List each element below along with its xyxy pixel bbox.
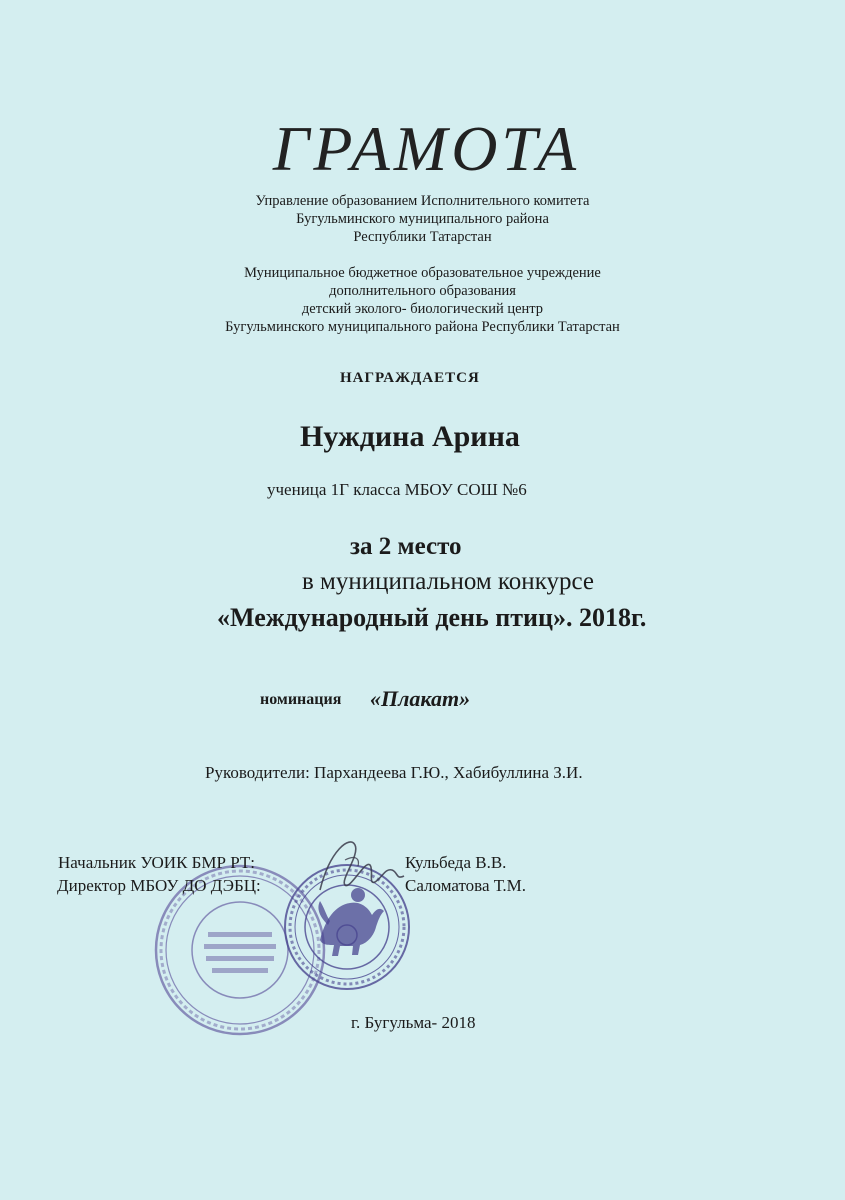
certificate-title: ГРАМОТА: [272, 113, 581, 184]
winner-name: Нуждина Арина: [300, 420, 520, 453]
institution-line-2: дополнительного образования: [329, 283, 516, 299]
place-text: за 2 место: [350, 533, 462, 560]
signatory-2-name: Саломатова Т.М.: [405, 876, 527, 895]
signatory-1-title: Начальник УОИК БМР РТ:: [58, 853, 256, 872]
contest-line: в муниципальном конкурсе: [302, 568, 594, 595]
student-info: ученица 1Г класса МБОУ СОШ №6: [267, 480, 527, 499]
signature-icon: [300, 830, 420, 900]
institution-line-1: Муниципальное бюджетное образовательное учреждение: [244, 265, 601, 281]
city-year: г. Бугульма- 2018: [351, 1013, 476, 1032]
signatory-2-title: Директор МБОУ ДО ДЭБЦ:: [57, 876, 261, 895]
signatory-1-name: Кульбеда В.В.: [405, 853, 507, 872]
issuer-line-3: Республики Татарстан: [353, 229, 492, 245]
institution-line-3: детский эколого- биологический центр: [301, 301, 544, 317]
nomination-label: номинация: [260, 691, 342, 708]
nomination-value: «Плакат»: [370, 686, 471, 711]
award-heading: НАГРАЖДАЕТСЯ: [340, 370, 480, 386]
contest-name: «Международный день птиц». 2018г.: [217, 603, 647, 632]
issuer-line-1: Управление образованием Исполнительного комитета: [255, 193, 590, 209]
leaders-line: Руководители: Пархандеева Г.Ю., Хабибуллина З.И.: [205, 763, 583, 782]
institution-line-4: Бугульминского муниципального района Республики Татарстан: [225, 319, 620, 335]
issuer-line-2: Бугульминского муниципального района: [296, 211, 549, 227]
